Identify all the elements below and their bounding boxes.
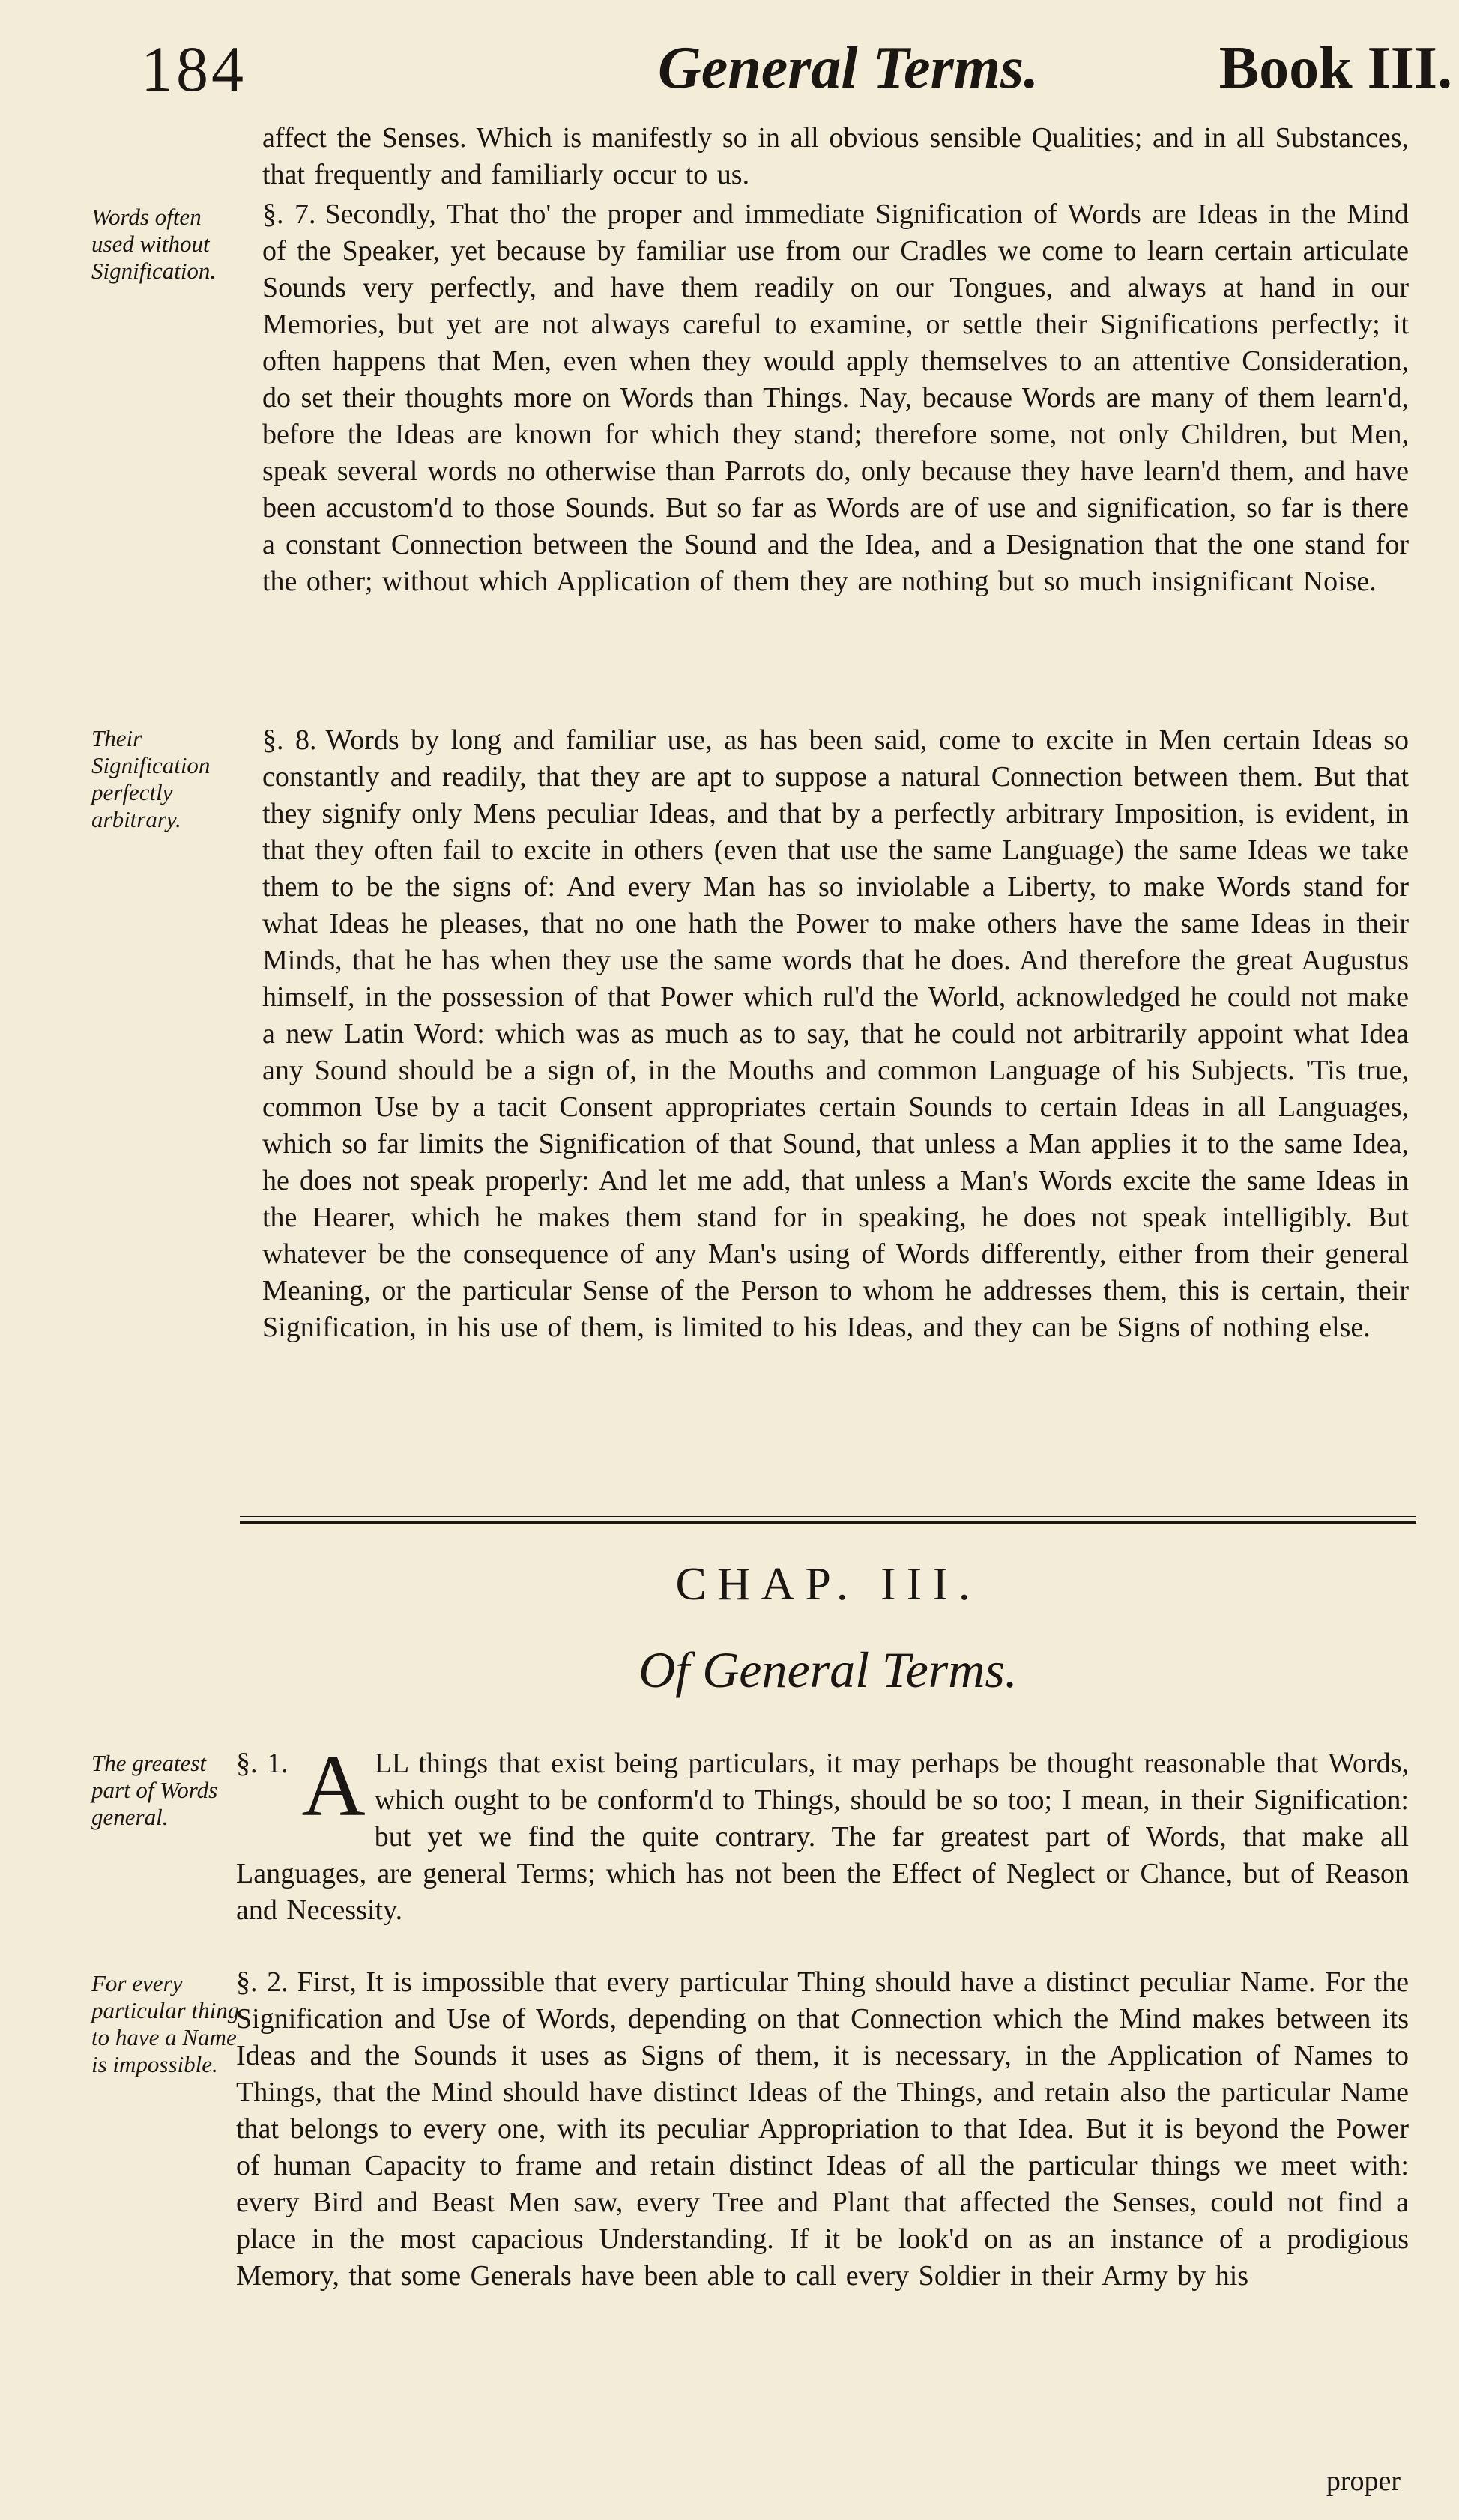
running-header [103,31,1452,114]
section-7-paragraph [262,196,1409,600]
running-title: General Terms. [658,35,1039,101]
chapter-rule-thick [240,1521,1416,1524]
continuation-paragraph [262,120,1409,193]
drop-cap-letter: A [301,1736,366,1835]
page-number: 184 [141,33,247,105]
section-7-text: Secondly, That tho' the proper and immediate Signification of Words are Ideas in the Mind of the Speaker, yet because by familiar use from our Cradles we come to learn certain articulate Sounds very perfectly, and have them readily on our Tongues, and always at hand in our Memories, but yet are not always careful to examine, or settle their Significations perfectly; it often happens that Men, even when they would apply themselves to an attentive Consideration, do set their thoughts more on Words than Things. Nay, because Words are many of them learn'd, before the Ideas are known for which they stand; therefore some, not only Children, but Men, speak several words no otherwise than Parrots do, only because they have learn'd them, and have been accustom'd to those Sounds. But so far as Words are of use and signification, so far is there a constant Connection between the Sound and the Idea, and a Designation that the one stand for the other; without which Application of them they are nothing but so much insignificant Noise. [262,199,1410,597]
section-2-paragraph [236,1964,1409,2295]
continuation-text: affect the Senses. Which is manifestly so in all obvious sensible Qualities; and in all Substances, that frequently and familiarly occur to us. [262,122,1409,190]
section-1-paragraph [236,1736,1409,1929]
section-8-text: Words by long and familiar use, as has been said, come to excite in Men certain Ideas so constantly and readily, that they are apt to suppose a natural Connection between them. But that they signify only Mens peculiar Ideas, and that by a perfectly arbitrary Imposition, is evident, in that they often fail to excite in others (even that use the same Language) the same Ideas we take them to be the signs of: And every Man has so inviolable a Liberty, to make Words stand for what Ideas he pleases, that no one hath the Power to make others have the same Ideas in their Minds, that he has when they use the same words that he does. And therefore the great Augustus himself, in the possession of that Power which rul'd the World, acknowledged he could not make a new Latin Word: which was as much as to say, that he could not arbitrarily appoint what Idea any Sound should be a sign of, in the Mouths and common Language of his Subjects. 'Tis true, common Use by a tacit Consent appropriates certain Sounds to certain Ideas in all Languages, which so far limits the Signification of that Sound, that unless a Man applies it to the same Idea, he does not speak properly: And let me add, that unless a Man's Words excite the same Ideas in the Hearer, which he makes them stand for in speaking, he does not speak intelligibly. But whatever be the consequence of any Man's using of Words differently, either from their general Meaning, or the particular Sense of the Person to whom he addresses them, this is certain, their Signification, in his use of them, is limited to his Ideas, and they can be Signs of nothing else. [262,724,1409,1343]
margin-note-words-often-used: Words often used without Signification. [91,204,217,284]
margin-note-signification-arbitrary: Their Signification perfectly arbitrary. [91,725,211,832]
section-8-paragraph [262,722,1409,1346]
catchword: proper [1326,2465,1401,2497]
margin-note-every-particular-thing: For every particular thing to have a Name is impossible. [91,1970,240,2077]
margin-note-greatest-part: The greatest part of Words general. [91,1750,218,1830]
section-2-text: First, It is impossible that every particular Thing should have a distinct peculiar Name. For the Signification and Use of Words, depending on that Connection which the Mind makes between its Ideas and the Sounds it uses as Signs of them, it is necessary, in the Application of Names to Things, that the Mind should have distinct Ideas of the Things, and retain also the particular Name that belongs to every one, with its peculiar Appropriation to that Idea. But it is beyond the Power of human Capacity to frame and retain distinct Ideas of all the particular things we meet with: every Bird and Beast Men saw, every Tree and Plant that affected the Senses, could not find a place in the most capacious Understanding. If it be look'd on as an instance of a prodigious Memory, that some Generals have been able to call every Soldier in their Army by his [236,1966,1409,2292]
section-1-label: §. 1. [236,1748,289,1779]
section-1-text: LL things that exist being particulars, it may perhaps be thought reasonable that Words, which ought to be conform'd to Things, should be so too; I mean, in their Signification: but yet we find the quite contrary. The far greatest part of Words, that make all Languages, are general Terms; which has not been the Effect of Neglect or Chance, but of Reason and Necessity. [236,1748,1409,1926]
section-7-label: §. 7. [262,199,316,230]
section-2-label: §. 2. [236,1966,289,1998]
section-8-label: §. 8. [262,724,317,756]
chapter-title: Of General Terms. [638,1641,1018,1698]
chapter-rule-thin [240,1516,1416,1517]
book-label: Book III. [1218,35,1452,101]
chapter-heading: CHAP. III. [675,1559,981,1610]
